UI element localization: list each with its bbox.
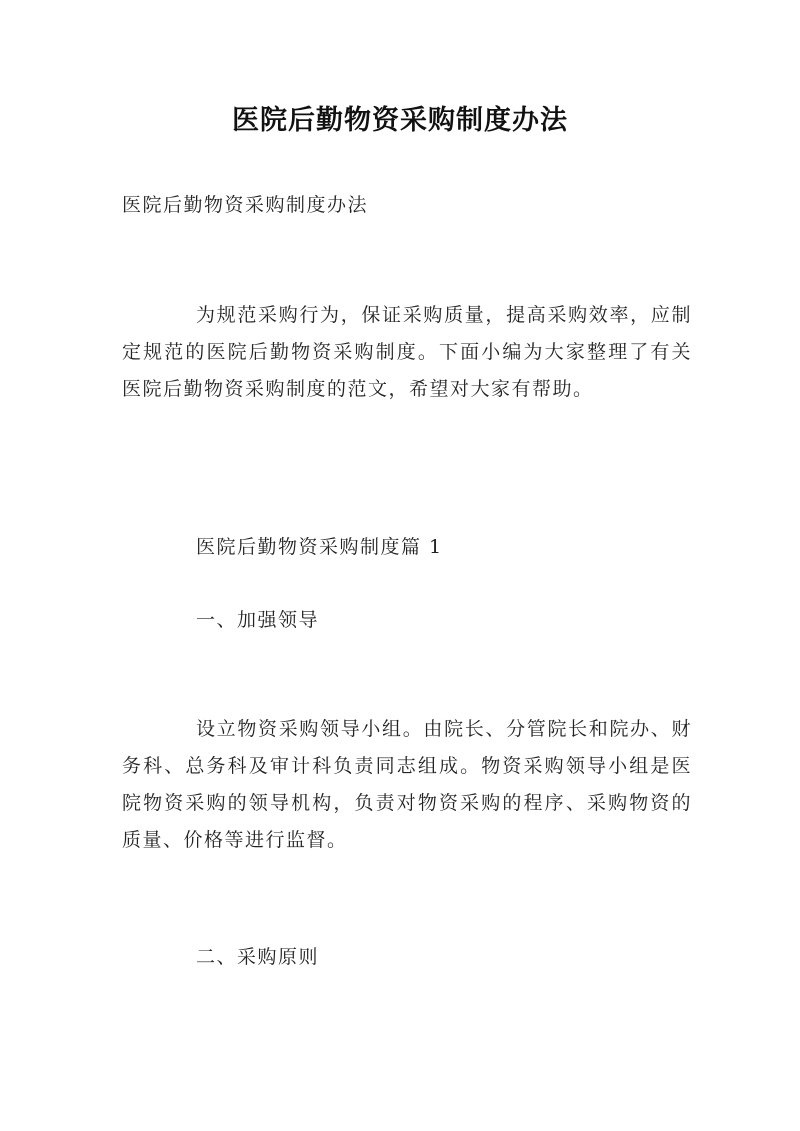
heading-strengthen-leadership: 一、加强领导 xyxy=(196,609,320,631)
heading-procurement-principles: 二、采购原则 xyxy=(196,946,320,968)
document-subtitle: 医院后勤物资采购制度办法 xyxy=(122,194,369,216)
section-heading: 医院后勤物资采购制度篇 1 xyxy=(196,536,443,558)
intro-paragraph: 为规范采购行为，保证采购质量，提高采购效率，应制定规范的医院后勤物资采购制度。下面小编为大家整理了有关医院后勤物资采购制度的范文，希望对大家有帮助。 xyxy=(122,304,692,400)
paragraph-leadership-group: 设立物资采购领导小组。由院长、分管院长和院办、财务科、总务科及审计科负责同志组成。物资采购领导小组是医院物资采购的领导机构，负责对物资采购的程序、采购物资的质量、价格等进行监督。 xyxy=(122,718,692,851)
document-title: 医院后勤物资采购制度办法 xyxy=(232,105,568,136)
